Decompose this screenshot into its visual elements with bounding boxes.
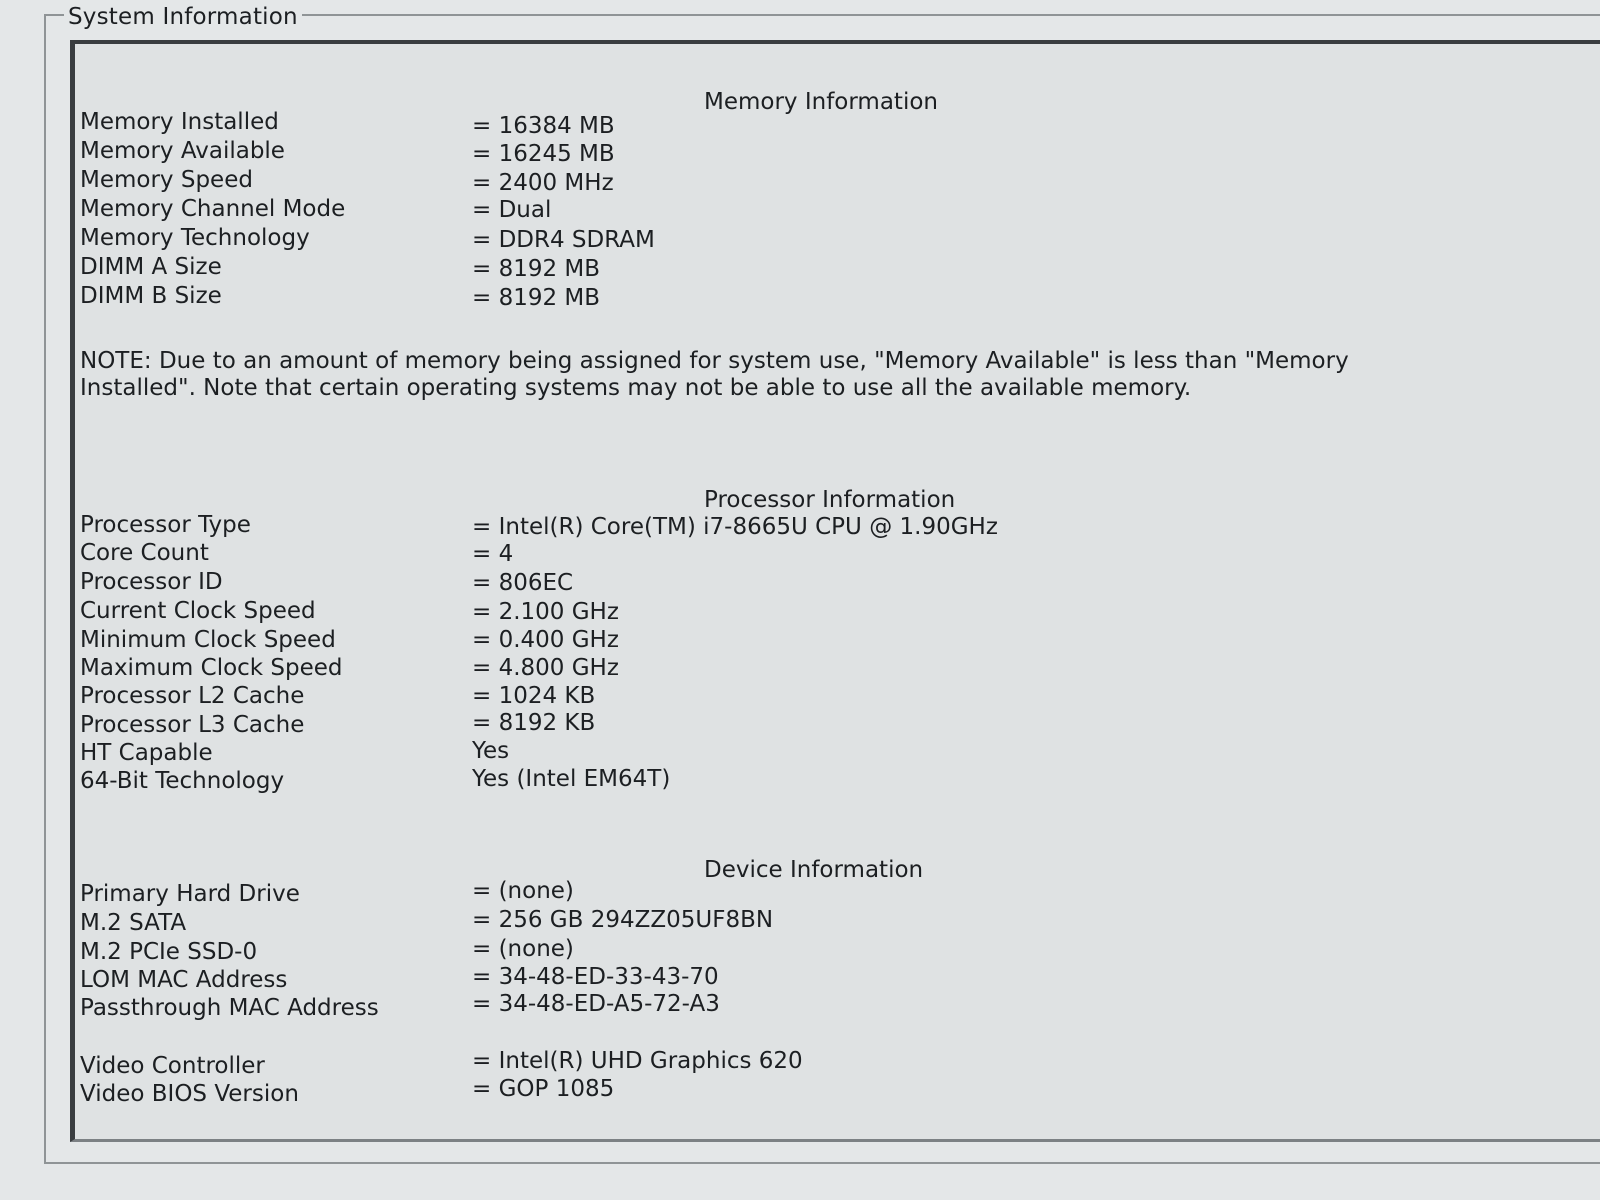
64-bit-technology-label: 64-Bit Technology [80, 768, 285, 794]
m2-sata-value: = 256 GB 294ZZ05UF8BN [472, 907, 774, 933]
dimm-a-size-value: = 8192 MB [472, 256, 601, 282]
memory-available-value: = 16245 MB [472, 141, 615, 167]
processor-l3-cache-label: Processor L3 Cache [80, 712, 305, 738]
memory-available-label: Memory Available [80, 138, 285, 164]
m2-sata-label: M.2 SATA [80, 910, 187, 936]
maximum-clock-speed-label: Maximum Clock Speed [80, 655, 343, 681]
64-bit-technology-value: Yes (Intel EM64T) [472, 766, 671, 792]
primary-hard-drive-value: = (none) [472, 878, 574, 904]
dimm-b-size-label: DIMM B Size [80, 283, 222, 309]
minimum-clock-speed-label: Minimum Clock Speed [80, 627, 336, 653]
maximum-clock-speed-value: = 4.800 GHz [472, 655, 619, 681]
memory-technology-value: = DDR4 SDRAM [472, 227, 655, 253]
device-information-heading: Device Information [704, 857, 924, 883]
core-count-label: Core Count [80, 540, 209, 566]
video-controller-value: = Intel(R) UHD Graphics 620 [472, 1048, 803, 1074]
passthrough-mac-address-value: = 34-48-ED-A5-72-A3 [472, 991, 720, 1017]
m2-pcie-ssd-value: = (none) [472, 936, 574, 962]
minimum-clock-speed-value: = 0.400 GHz [472, 627, 619, 653]
ht-capable-value: Yes [472, 738, 510, 764]
processor-type-label: Processor Type [80, 512, 251, 538]
video-controller-label: Video Controller [80, 1053, 265, 1079]
dimm-a-size-label: DIMM A Size [80, 254, 222, 280]
memory-note: NOTE: Due to an amount of memory being assigned for system use, "Memory Available" is less than "Memory Installed". Note that certain operating systems may not be able to use all the available memory. [80, 348, 1349, 401]
processor-information-heading: Processor Information [704, 487, 956, 513]
ht-capable-label: HT Capable [80, 740, 213, 766]
group-title: System Information [64, 2, 302, 32]
memory-technology-label: Memory Technology [80, 225, 310, 251]
current-clock-speed-value: = 2.100 GHz [472, 599, 619, 625]
memory-installed-value: = 16384 MB [472, 113, 615, 139]
m2-pcie-ssd-label: M.2 PCIe SSD-0 [80, 939, 258, 965]
memory-speed-label: Memory Speed [80, 167, 253, 193]
processor-type-value: = Intel(R) Core(TM) i7-8665U CPU @ 1.90GHz [472, 514, 998, 540]
processor-l3-cache-value: = 8192 KB [472, 710, 596, 736]
dimm-b-size-value: = 8192 MB [472, 285, 601, 311]
passthrough-mac-address-label: Passthrough MAC Address [80, 995, 379, 1021]
memory-channel-mode-label: Memory Channel Mode [80, 196, 346, 222]
processor-id-value: = 806EC [472, 570, 574, 596]
current-clock-speed-label: Current Clock Speed [80, 598, 316, 624]
core-count-value: = 4 [472, 541, 514, 567]
memory-information-heading: Memory Information [704, 89, 938, 115]
video-bios-version-value: = GOP 1085 [472, 1076, 615, 1102]
processor-l2-cache-value: = 1024 KB [472, 683, 596, 709]
memory-speed-value: = 2400 MHz [472, 170, 614, 196]
processor-id-label: Processor ID [80, 569, 223, 595]
lom-mac-address-label: LOM MAC Address [80, 967, 288, 993]
video-bios-version-label: Video BIOS Version [80, 1081, 299, 1107]
memory-installed-label: Memory Installed [80, 109, 279, 135]
processor-l2-cache-label: Processor L2 Cache [80, 683, 305, 709]
primary-hard-drive-label: Primary Hard Drive [80, 881, 300, 907]
lom-mac-address-value: = 34-48-ED-33-43-70 [472, 964, 719, 990]
memory-channel-mode-value: = Dual [472, 197, 552, 223]
